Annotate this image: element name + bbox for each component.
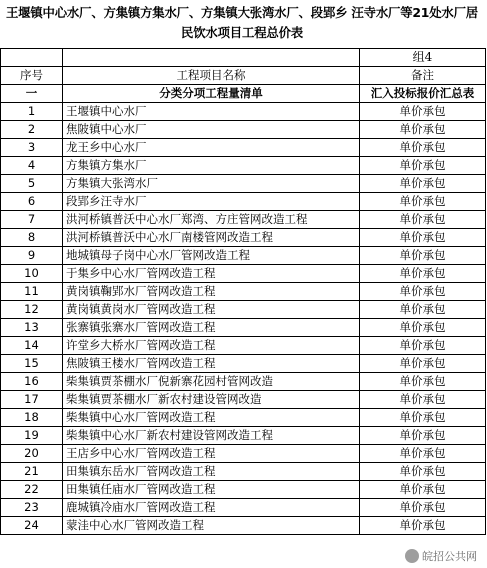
table-row: [1, 157, 486, 175]
table-row: [1, 139, 486, 157]
row-index: 17: [1, 391, 63, 409]
row-project-name: 黄岗镇黄岗水厂管网改造工程: [63, 301, 360, 319]
row-note: 单价承包: [360, 283, 486, 301]
row-project-name: 柴集镇中心水厂新农村建设管网改造工程: [63, 427, 360, 445]
row-project-name: 田集镇东岳水厂管网改造工程: [63, 463, 360, 481]
row-index: 16: [1, 373, 63, 391]
column-header-name: 工程项目名称: [63, 67, 360, 85]
table-row: [1, 481, 486, 499]
row-index: 23: [1, 499, 63, 517]
row-project-name: 柴集镇中心水厂管网改造工程: [63, 409, 360, 427]
row-project-name: 焦陂镇王楼水厂管网改造工程: [63, 355, 360, 373]
table-row: [1, 337, 486, 355]
row-note: 单价承包: [360, 337, 486, 355]
watermark-text: 皖招公共网: [422, 550, 477, 563]
row-note: 单价承包: [360, 517, 486, 535]
document-title: 王堰镇中心水厂、方集镇方集水厂、方集镇大张湾水厂、段郢乡 汪寺水厂等21处水厂居民饮水项目工程总价表: [5, 5, 478, 40]
row-project-name: 焦陂镇中心水厂: [63, 121, 360, 139]
row-project-name: 黄岗镇鞠郢水厂管网改造工程: [63, 283, 360, 301]
row-project-name: 龙王乡中心水厂: [63, 139, 360, 157]
row-index: 7: [1, 211, 63, 229]
row-note: 单价承包: [360, 409, 486, 427]
row-note: 单价承包: [360, 373, 486, 391]
group-label: 组4: [360, 49, 486, 67]
section-index: 一: [1, 85, 63, 103]
row-index: 22: [1, 481, 63, 499]
table-row: [1, 499, 486, 517]
row-note: 单价承包: [360, 139, 486, 157]
table-row: [1, 247, 486, 265]
row-index: 2: [1, 121, 63, 139]
row-note: 单价承包: [360, 463, 486, 481]
table-row: [1, 319, 486, 337]
row-project-name: 许堂乡大桥水厂管网改造工程: [63, 337, 360, 355]
row-note: 单价承包: [360, 481, 486, 499]
table-row: [1, 193, 486, 211]
row-note: 单价承包: [360, 301, 486, 319]
row-index: 4: [1, 157, 63, 175]
row-index: 15: [1, 355, 63, 373]
section-name: 分类分项工程量清单: [63, 85, 360, 103]
row-index: 1: [1, 103, 63, 121]
table-row: [1, 427, 486, 445]
blank-cell: [1, 49, 63, 67]
table-row: [1, 283, 486, 301]
table-row: [1, 265, 486, 283]
row-index: 13: [1, 319, 63, 337]
row-note: 单价承包: [360, 319, 486, 337]
table-row: [1, 445, 486, 463]
column-header-note: 备注: [360, 67, 486, 85]
row-note: 单价承包: [360, 427, 486, 445]
table-row: [1, 373, 486, 391]
section-note: 汇入投标报价汇总表: [360, 85, 486, 103]
row-index: 18: [1, 409, 63, 427]
row-index: 11: [1, 283, 63, 301]
row-note: 单价承包: [360, 175, 486, 193]
row-index: 19: [1, 427, 63, 445]
cost-table: [0, 48, 486, 535]
column-header-index: 序号: [1, 67, 63, 85]
row-project-name: 鹿城镇冷庙水厂管网改造工程: [63, 499, 360, 517]
row-project-name: 柴集镇贾茶棚水厂新农村建设管网改造: [63, 391, 360, 409]
blank-cell: [63, 49, 360, 67]
row-note: 单价承包: [360, 499, 486, 517]
table-row: [1, 391, 486, 409]
row-project-name: 段郢乡汪寺水厂: [63, 193, 360, 211]
watermark: [405, 548, 477, 564]
row-note: 单价承包: [360, 157, 486, 175]
row-note: 单价承包: [360, 121, 486, 139]
row-project-name: 蒙洼中心水厂管网改造工程: [63, 517, 360, 535]
row-index: 20: [1, 445, 63, 463]
row-note: 单价承包: [360, 193, 486, 211]
row-project-name: 洪河桥镇普沃中心水厂郑湾、方庄管网改造工程: [63, 211, 360, 229]
table-row: [1, 103, 486, 121]
row-index: 10: [1, 265, 63, 283]
row-index: 21: [1, 463, 63, 481]
watermark-logo-icon: [405, 549, 419, 563]
row-note: 单价承包: [360, 355, 486, 373]
row-index: 24: [1, 517, 63, 535]
row-index: 9: [1, 247, 63, 265]
row-project-name: 王堰镇中心水厂: [63, 103, 360, 121]
row-index: 6: [1, 193, 63, 211]
row-project-name: 方集镇方集水厂: [63, 157, 360, 175]
row-note: 单价承包: [360, 103, 486, 121]
row-note: 单价承包: [360, 229, 486, 247]
row-project-name: 于集乡中心水厂管网改造工程: [63, 265, 360, 283]
row-index: 14: [1, 337, 63, 355]
row-index: 8: [1, 229, 63, 247]
row-note: 单价承包: [360, 265, 486, 283]
row-project-name: 柴集镇贾茶棚水厂倪新寨花园村管网改造: [63, 373, 360, 391]
row-note: 单价承包: [360, 445, 486, 463]
row-project-name: 王店乡中心水厂管网改造工程: [63, 445, 360, 463]
row-project-name: 洪河桥镇普沃中心水厂南楼管网改造工程: [63, 229, 360, 247]
row-project-name: 田集镇任庙水厂管网改造工程: [63, 481, 360, 499]
table-row: [1, 211, 486, 229]
row-note: 单价承包: [360, 211, 486, 229]
row-project-name: 方集镇大张湾水厂: [63, 175, 360, 193]
row-index: 3: [1, 139, 63, 157]
row-index: 12: [1, 301, 63, 319]
table-row: [1, 517, 486, 535]
table-row: [1, 409, 486, 427]
table-row: [1, 355, 486, 373]
row-note: 单价承包: [360, 247, 486, 265]
table-row: [1, 463, 486, 481]
row-index: 5: [1, 175, 63, 193]
row-project-name: 张寨镇张寨水厂管网改造工程: [63, 319, 360, 337]
table-row: [1, 121, 486, 139]
table-row: [1, 229, 486, 247]
row-note: 单价承包: [360, 391, 486, 409]
table-row: [1, 175, 486, 193]
row-project-name: 地城镇母子岗中心水厂管网改造工程: [63, 247, 360, 265]
table-row: [1, 301, 486, 319]
